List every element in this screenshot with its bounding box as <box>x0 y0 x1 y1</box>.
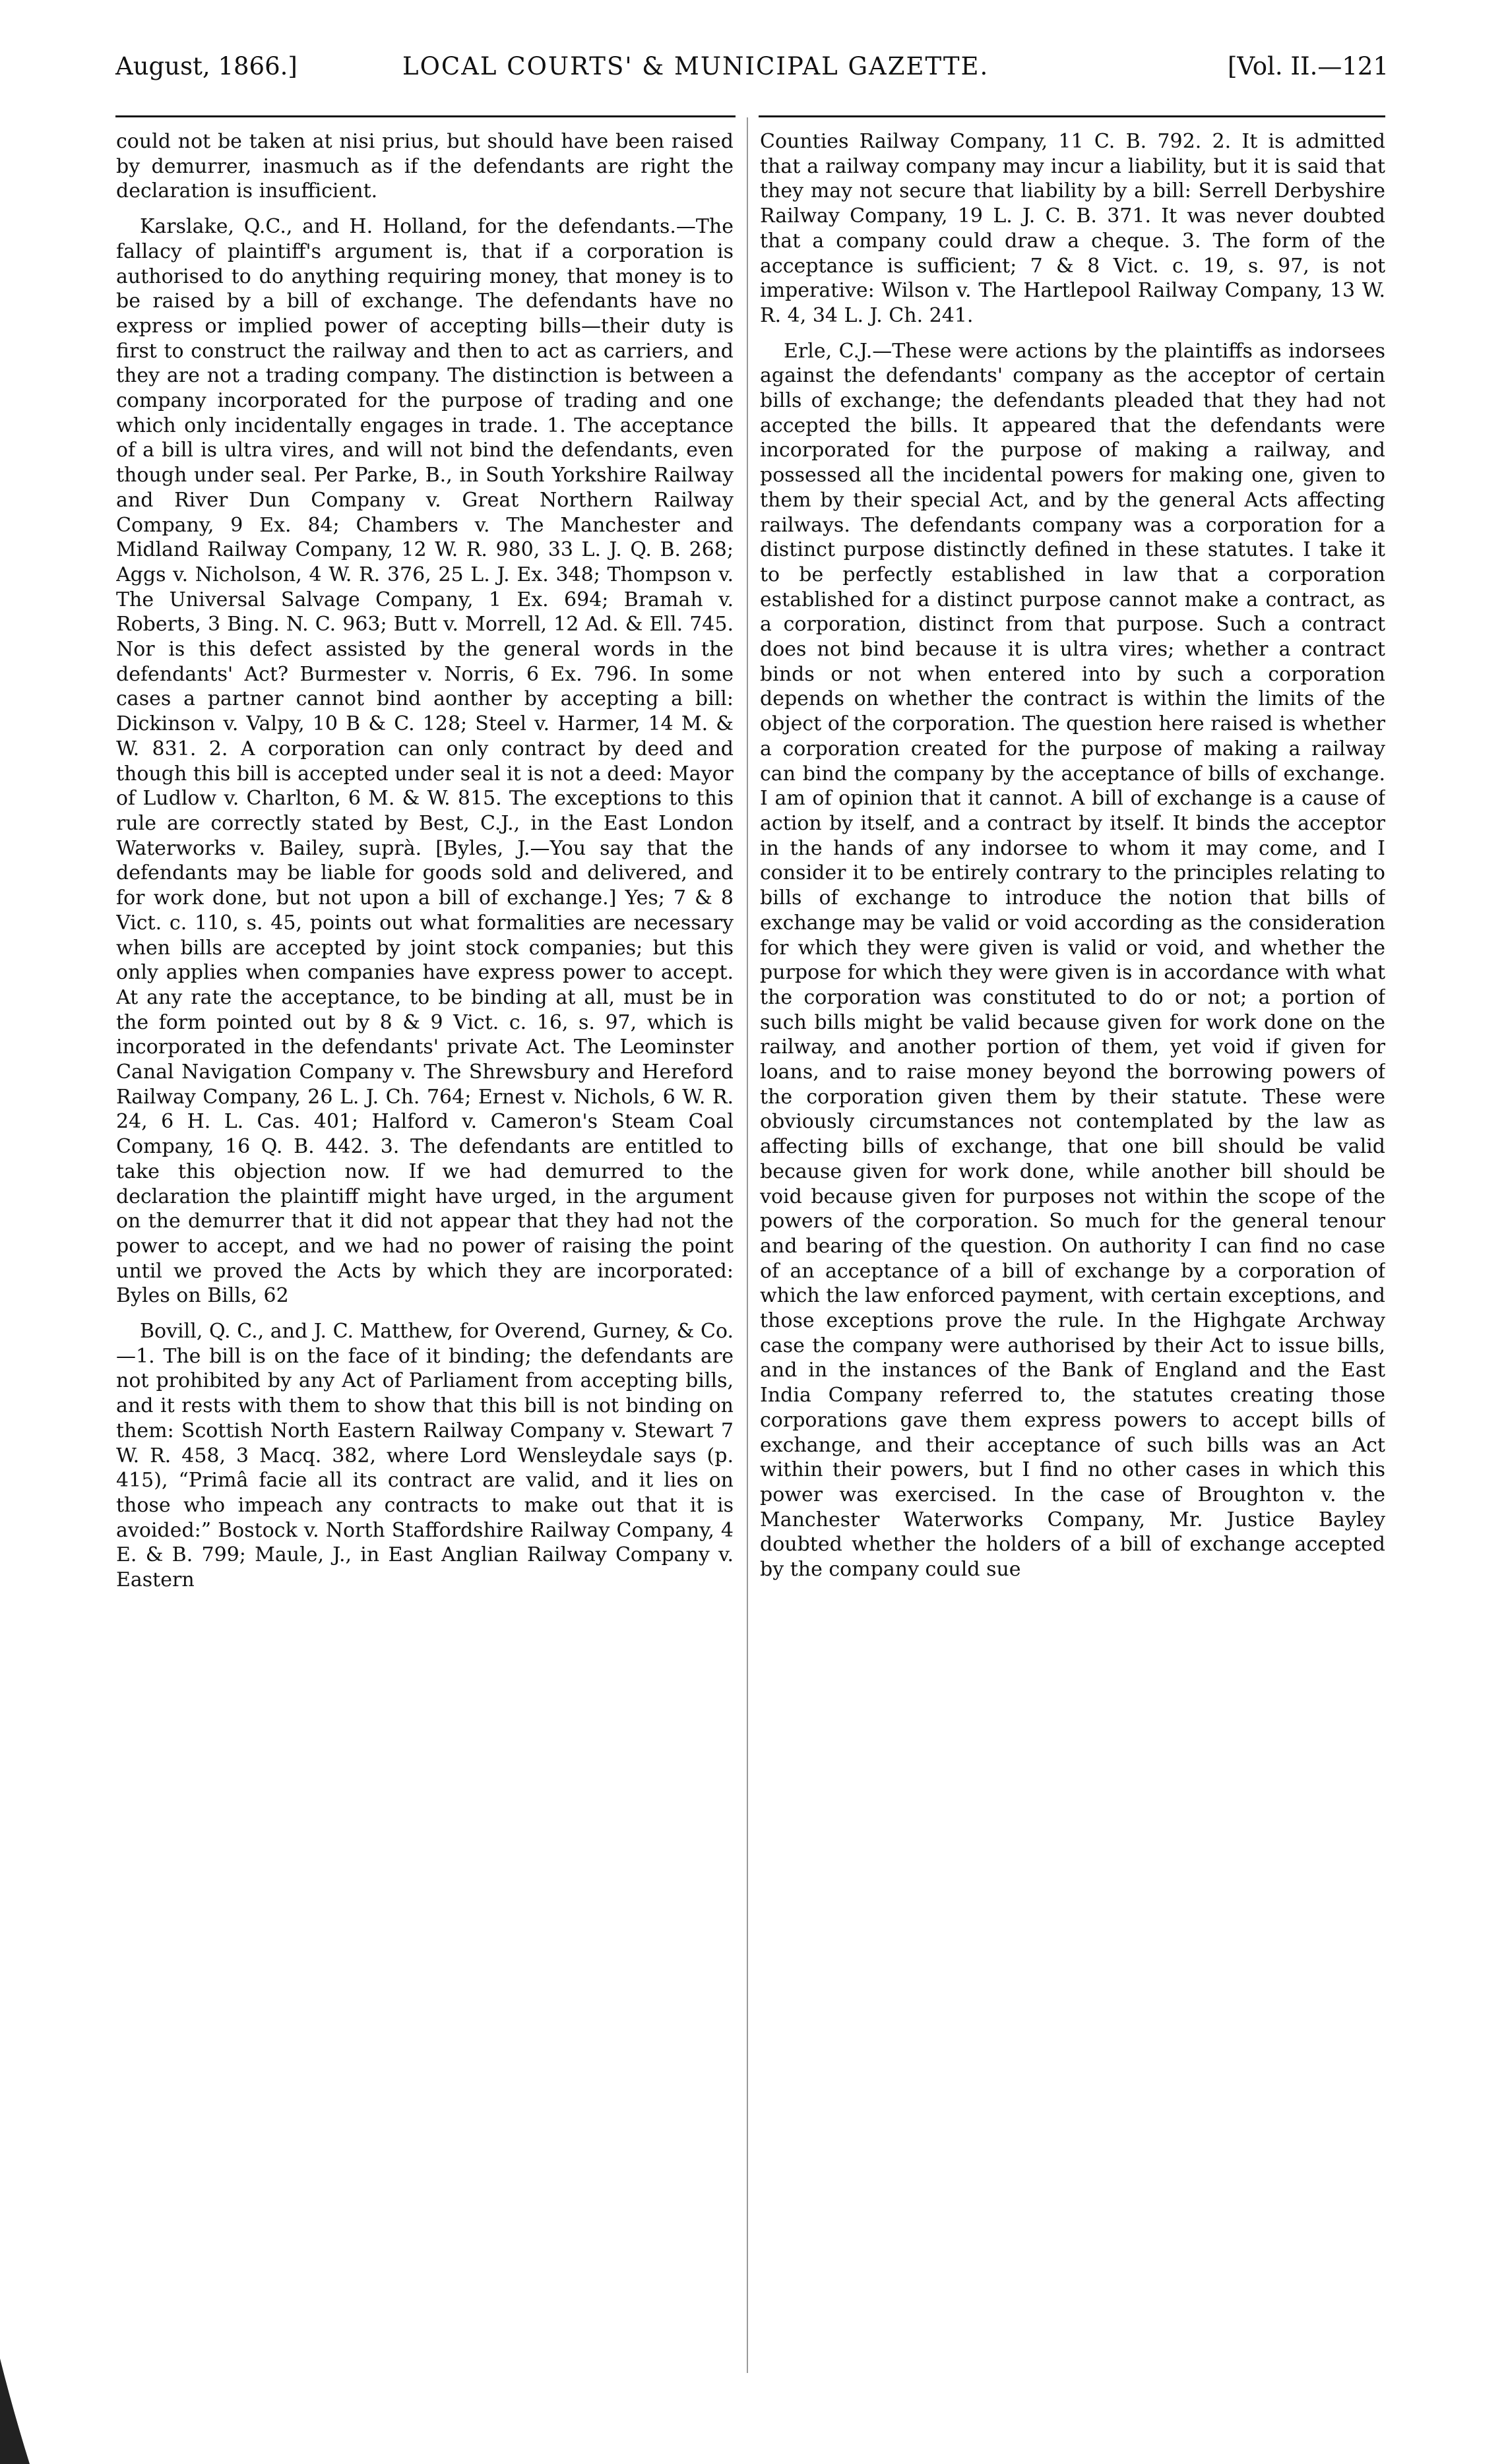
header-date: August, 1866.] <box>115 52 298 80</box>
column-divider <box>747 117 748 2373</box>
right-column <box>760 129 1385 2390</box>
left-paragraph-1: could not be taken at nisi prius, but should have been raised by demurrer, inasmuch as if the defendants are right the declaration is insufficient. <box>116 130 734 203</box>
header-title: LOCAL COURTS' & MUNICIPAL GAZETTE. <box>402 52 989 80</box>
page-edge-shadow <box>0 2332 46 2464</box>
right-paragraph-1: Counties Railway Company, 11 C. B. 792. 2. It is admitted that a railway company may incur a liability, but it is said that they may not secure that liability by a bill: Serrell Derbyshire Railway Company, 19 L. J. C. B. 371. It was never doubted that a company could draw a cheque. 3. The form of the acceptance is sufficient; 7 & 8 Vict. c. 19, s. 97, is not imperative: Wilson v. The Hartlepool Railway Company, 13 W. R. 4, 34 L. J. Ch. 241. <box>760 130 1385 327</box>
header-rule-left <box>115 115 736 117</box>
header-rule-right <box>759 115 1385 117</box>
left-paragraph-2: Karslake, Q.C., and H. Holland, for the defendants.—The fallacy of plaintiff's argument is, that if a corporation is authorised to do anything requiring money, that money is to be raised by a bill of exchange. The defendants have no express or implied power of accepting bills—their duty is first to construct the railway and then to act as carriers, and they are not a trading company. The distinction is between a company incorporated for the purpose of trading and one which only incidentally engages in trade. 1. The acceptance of a bill is ultra vires, and will not bind the defendants, even though under seal. Per Parke, B., in South Yorkshire Railway and River Dun Company v. Great Northern Railway Company, 9 Ex. 84; Chambers v. The Manchester and Midland Railway Company, 12 W. R. 980, 33 L. J. Q. B. 268; Aggs v. Nicholson, 4 W. R. 376, 25 L. J. Ex. 348; Thompson v. The Universal Salvage Company, 1 Ex. 694; Bramah v. Roberts, 3 Bing. N. C. 963; Butt v. Morrell, 12 Ad. & Ell. 745. Nor is this defect assisted by the general words in the defendants' Act? Burmester v. Norris, 6 Ex. 796. In some cases a partner cannot bind aonther by accepting a bill: Dickinson v. Valpy, 10 B & C. 128; Steel v. Harmer, 14 M. & W. 831. 2. A corporation can only contract by deed and though this bill is accepted under seal it is not a deed: Mayor of Ludlow v. Charlton, 6 M. & W. 815. The exceptions to this rule are correctly stated by Best, C.J., in the East London Waterworks v. Bailey, suprà. [Byles, J.—You say that the defendants may be liable for goods sold and delivered, and for work done, but not upon a bill of exchange.] Yes; 7 & 8 Vict. c. 110, s. 45, points out what formalities are necessary when bills are accepted by joint stock companies; but this only applies when companies have express power to accept. At any rate the acceptance, to be binding at all, must be in the form pointed out by 8 & 9 Vict. c. 16, s. 97, which is incorporated in the defendants' private Act. The Leominster Canal Navigation Company v. The Shrewsbury and Hereford Railway Company, 26 L. J. Ch. 764; Ernest v. Nichols, 6 W. R. 24, 6 H. L. Cas. 401; Halford v. Cameron's Steam Coal Company, 16 Q. B. 442. 3. The defendants are entitled to take this objection now. If we had demurred to the declaration the plaintiff might have urged, in the argument on the demurrer that it did not appear that they had not the power to accept, and we had no power of raising the point until we proved the Acts by which they are incorporated: Byles on Bills, 62 <box>116 215 734 1308</box>
right-paragraph-2: Erle, C.J.—These were actions by the plaintiffs as indorsees against the defendants' company as the acceptor of certain bills of exchange; the defendants pleaded that they had not accepted the bills. It appeared that the defendants were incorporated for the purpose of making a railway, and possessed all the incidental powers for making one, given to them by their special Act, and by the general Acts affecting railways. The defendants company was a corporation for a distinct purpose distinctly defined in these statutes. I take it to be perfectly established in law that a corporation established for a distinct purpose cannot make a contract, as a corporation, distinct from that purpose. Such a contract does not bind because it is ultra vires; whether a contract binds or not when entered into by such a corporation depends on whether the contract is within the limits of the object of the corporation. The question here raised is whether a corporation created for the purpose of making a railway can bind the company by the acceptance of bills of exchange. I am of opinion that it cannot. A bill of exchange is a cause of action by itself, and a contract by itself. It binds the acceptor in the hands of any indorsee to whom it may come, and I consider it to be entirely contrary to the principles relating to bills of exchange to introduce the notion that bills of exchange may be valid or void according as the consideration for which they were given is valid or void, and whether the purpose for which they were given is in accordance with what the corporation was constituted to do or not; a portion of such bills might be valid because given for work done on the railway, and another portion of them, yet void if given for loans, and to raise money beyond the borrowing powers of the corporation given them by their statute. These were obviously circumstances not contemplated by the law as affecting bills of exchange, that one bill should be valid because given for work done, while another bill should be void because given for purposes not within the scope of the powers of the corporation. So much for the general tenour and bearing of the question. On authority I can find no case of an acceptance of a bill of exchange by a corporation of which the law enforced payment, with certain exceptions, and those exceptions prove the rule. In the Highgate Archway case the company were authorised by their Act to issue bills, and in the instances of the Bank of England and the East India Company referred to, the statutes creating those corporations gave them express powers to accept bills of exchange, and their acceptance of such bills was an Act within their powers, but I find no other cases in which this power was exercised. In the case of Broughton v. the Manchester Waterworks Company, Mr. Justice Bayley doubted whether the holders of a bill of exchange accepted by the company could sue <box>760 339 1385 1582</box>
page-header <box>115 51 1389 91</box>
left-paragraph-3: Bovill, Q. C., and J. C. Matthew, for Overend, Gurney, & Co.—1. The bill is on the face of it binding; the defendants are not prohibited by any Act of Parliament from accepting bills, and it rests with them to show that this bill is not binding on them: Scottish North Eastern Railway Company v. Stewart 7 W. R. 458, 3 Macq. 382, where Lord Wensleydale says (p. 415), “Primâ facie all its contract are valid, and it lies on those who impeach any contracts to make out that it is avoided:” Bostock v. North Staffordshire Railway Company, 4 E. & B. 799; Maule, J., in East Anglian Railway Company v. Eastern <box>116 1320 734 1592</box>
header-volume: [Vol. II.—121 <box>1227 52 1389 80</box>
left-column <box>116 129 734 2390</box>
